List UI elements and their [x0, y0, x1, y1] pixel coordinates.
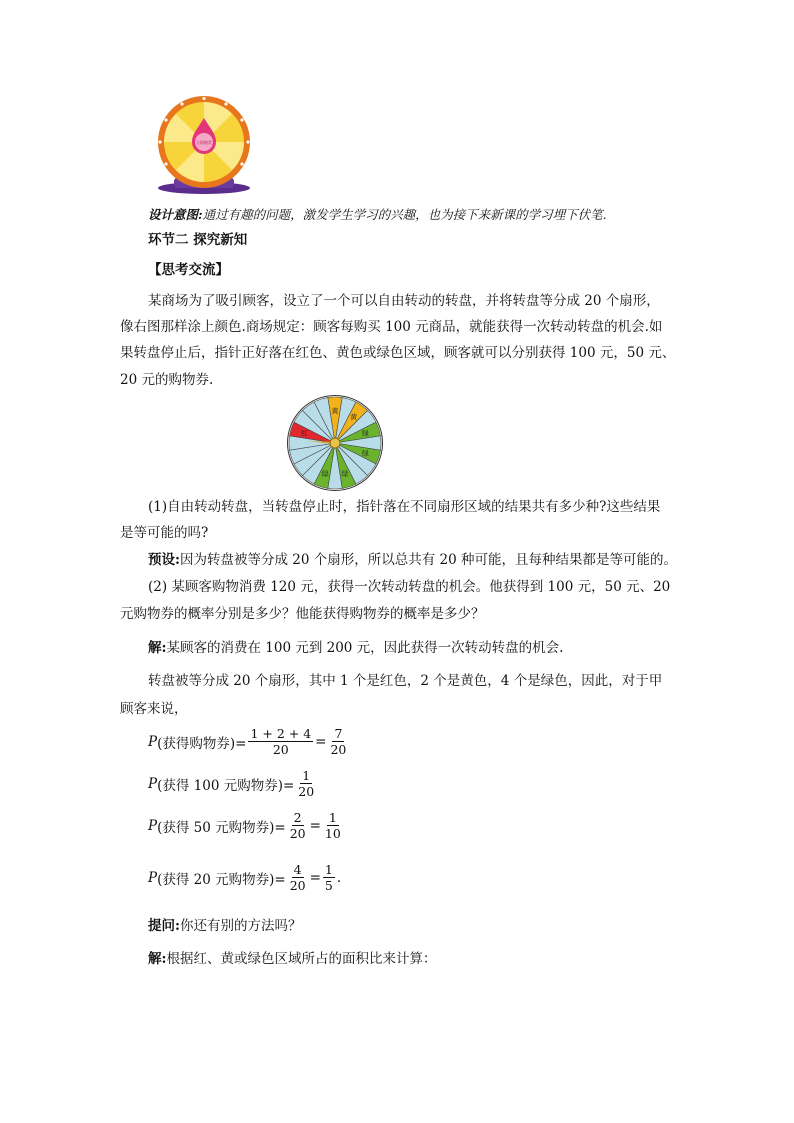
numerator: 1: [324, 862, 333, 877]
formula-lhs: (获得 20 元购物券)=: [157, 871, 286, 888]
spinner-label-green: 绿: [361, 449, 369, 458]
formula-probability-100: [148, 768, 318, 799]
formula-probability-20: [148, 862, 341, 893]
design-intent-text: 通过有趣的问题，激发学生学习的兴趣，也为接下来新课的学习埋下伏笔.: [202, 207, 607, 222]
intro-line-2: 像右图那样涂上颜色.商场规定：顾客每购买 100 元商品，就能获得一次转动转盘的机会.如: [120, 319, 663, 335]
preview: [148, 551, 677, 569]
denominator: 20: [289, 826, 306, 841]
denominator: 20: [272, 742, 289, 757]
equals-sign: =: [309, 817, 321, 834]
solution2-text: 根据红、黄或绿色区域所占的面积比来计算：: [166, 951, 437, 967]
prob-symbol: P: [148, 817, 158, 834]
prob-symbol: P: [148, 869, 158, 886]
prob-symbol: P: [148, 733, 158, 750]
fraction: [288, 810, 308, 841]
section-title: 环节二 探究新知: [148, 232, 248, 248]
fraction: [323, 810, 343, 841]
fraction: [323, 862, 335, 893]
preview-text: 因为转盘被等分成 20 个扇形，所以总共有 20 种可能，且每种结果都是等可能的。: [179, 552, 678, 568]
bracket-title: 【思考交流】: [148, 262, 229, 278]
denominator: 20: [298, 784, 315, 799]
numerator: 7: [334, 726, 343, 741]
question2-line-2: 元购物券的概率分别是多少？他能获得购物券的概率是多少？: [120, 606, 485, 622]
wheel-center-text: 立即抽奖: [196, 140, 212, 145]
ask-label: 提问:: [148, 918, 180, 934]
numerator: 1 + 2 + 4: [250, 726, 312, 741]
spinner-diagram: [287, 395, 383, 491]
spinner-label-yellow: 黄: [331, 407, 339, 416]
prob-symbol: P: [148, 775, 158, 792]
period: .: [336, 869, 342, 886]
fraction: [248, 726, 313, 757]
equals-sign: =: [309, 869, 321, 886]
spinner-label-green: 绿: [361, 429, 369, 438]
formula-probability-coupon: [148, 726, 350, 757]
denominator: 5: [324, 878, 333, 893]
ask-text: 你还有别的方法吗？: [179, 918, 302, 934]
question2-line-1: (2) 某顾客购物消费 120 元，获得一次转动转盘的机会。他获得到 100 元，50 元、20: [148, 579, 671, 595]
formula-probability-50: [148, 810, 345, 841]
equals-sign: =: [315, 733, 327, 750]
fraction: [328, 726, 348, 757]
division-line-1: 转盘被等分成 20 个扇形，其中 1 个是红色，2 个是黄色，4 个是绿色，因此，对于甲: [148, 673, 663, 689]
formula-lhs: (获得 100 元购物券)=: [157, 777, 295, 794]
denominator: 20: [330, 742, 347, 757]
solution2: [148, 950, 436, 968]
numerator: 4: [293, 862, 302, 877]
solution: [148, 639, 563, 657]
question1-line-2: 是等可能的吗?: [120, 525, 209, 541]
solution-text: 某顾客的消费在 100 元到 200 元，因此获得一次转动转盘的机会.: [166, 640, 564, 656]
spinner-hub: [330, 438, 340, 448]
preview-label: 预设:: [148, 552, 180, 568]
division-line-2: 顾客来说，: [120, 701, 188, 717]
fraction: [296, 768, 316, 799]
spinner-label-red: 红: [301, 429, 309, 438]
spinner-label-green: 绿: [321, 469, 329, 478]
design-intent-label: 设计意图:: [148, 207, 203, 222]
formula-lhs: (获得 50 元购物券)=: [157, 819, 286, 836]
numerator: 1: [302, 768, 311, 783]
intro-line-3: 果转盘停止后，指针正好落在红色、黄色或绿色区域，顾客就可以分别获得 100 元，50 元、: [120, 345, 676, 361]
design-intent: [148, 206, 607, 224]
solution2-label: 解:: [148, 951, 167, 967]
fraction: [288, 862, 308, 893]
denominator: 10: [324, 826, 341, 841]
intro-line-1: 某商场为了吸引顾客，设立了一个可以自由转动的转盘，并将转盘等分成 20 个扇形，: [148, 293, 660, 309]
formula-lhs: (获得购物券)=: [157, 735, 247, 752]
spinner-label-yellow: 黄: [350, 413, 358, 422]
solution-label: 解:: [148, 640, 167, 656]
prize-wheel-illustration: [152, 96, 256, 196]
numerator: 1: [328, 810, 337, 825]
intro-line-4: 20 元的购物券.: [120, 372, 214, 388]
denominator: 20: [289, 878, 306, 893]
spinner-label-green: 绿: [341, 469, 349, 478]
ask: [148, 917, 301, 935]
numerator: 2: [293, 810, 302, 825]
question1-line-1: (1)自由转动转盘，当转盘停止时，指针落在不同扇形区域的结果共有多少种?这些结果: [148, 499, 661, 515]
